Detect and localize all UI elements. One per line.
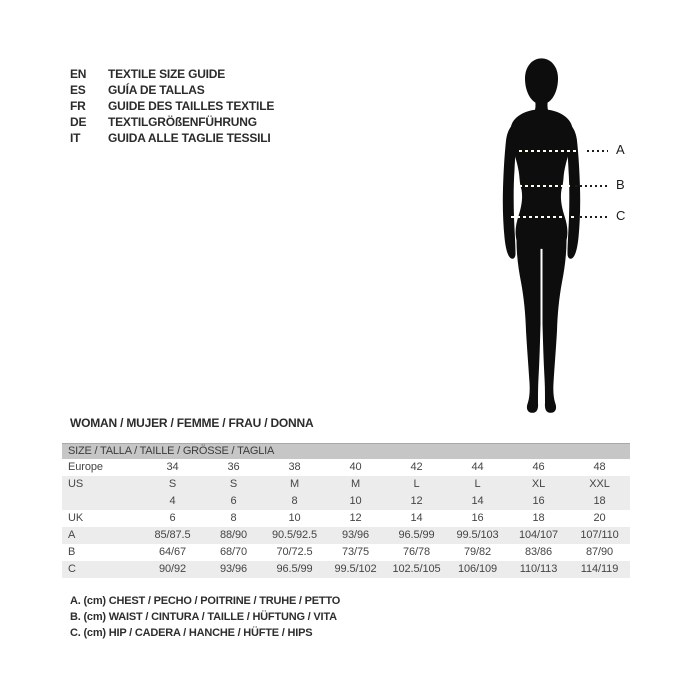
size-cell: 68/70 <box>219 546 248 558</box>
woman-silhouette-image <box>494 57 589 418</box>
section-title-woman: WOMAN / MUJER / FEMME / FRAU / DONNA <box>70 416 314 430</box>
size-cell: 96.5/99 <box>398 529 435 541</box>
size-cell: 6 <box>230 495 237 507</box>
silhouette-left-leg <box>516 228 540 413</box>
language-label: TEXTILE SIZE GUIDE <box>108 67 226 81</box>
size-cell: 38 <box>288 461 301 473</box>
language-code: FR <box>70 99 86 113</box>
size-table-row <box>62 527 630 544</box>
size-cell: 85/87.5 <box>154 529 191 541</box>
language-label: GUÍA DE TALLAS <box>108 83 205 97</box>
hip-dash-outside <box>580 216 608 218</box>
size-cell: L <box>413 478 420 490</box>
language-list <box>70 66 274 146</box>
language-row <box>70 82 274 98</box>
size-cell: M <box>350 478 361 490</box>
size-cell: XL <box>531 478 546 490</box>
size-cell: 93/96 <box>341 529 370 541</box>
size-cell: 79/82 <box>463 546 492 558</box>
size-row-label: US <box>68 478 84 490</box>
measure-line-chest <box>519 142 625 157</box>
language-code: DE <box>70 115 87 129</box>
size-cell: 10 <box>288 512 301 524</box>
size-cell: M <box>289 478 300 490</box>
size-cell: L <box>474 478 481 490</box>
size-table <box>62 443 630 578</box>
language-row <box>70 130 274 146</box>
size-cell: 93/96 <box>219 563 248 575</box>
size-cell: 44 <box>471 461 484 473</box>
language-row <box>70 114 274 130</box>
size-table-row <box>62 544 630 561</box>
language-label: TEXTILGRÖßENFÜHRUNG <box>108 115 257 129</box>
size-cell: S <box>229 478 238 490</box>
size-cell: 18 <box>532 512 545 524</box>
size-cell: 96.5/99 <box>276 563 313 575</box>
size-table-row <box>62 561 630 578</box>
size-cell: 8 <box>230 512 237 524</box>
chest-dash-on-body <box>519 150 584 152</box>
hip-dash-on-body <box>511 216 577 218</box>
size-cell: 102.5/105 <box>392 563 441 575</box>
size-cell: 110/113 <box>519 563 558 575</box>
size-cell: 48 <box>593 461 606 473</box>
size-cell: 104/107 <box>518 529 559 541</box>
size-cell: 76/78 <box>402 546 431 558</box>
waist-dash-outside <box>575 185 608 187</box>
legend-line: A. (cm) CHEST / PECHO / POITRINE / TRUHE / PETTO <box>70 595 341 607</box>
size-table-header: SIZE / TALLA / TAILLE / GRÖSSE / TAGLIA <box>62 444 630 459</box>
size-cell: 90.5/92.5 <box>272 529 317 541</box>
size-row-label: Europe <box>68 461 103 473</box>
language-code: EN <box>70 67 87 81</box>
size-cell: 42 <box>410 461 423 473</box>
silhouette-right-leg <box>543 228 567 413</box>
measure-label-b: B <box>616 177 625 192</box>
silhouette-head <box>525 58 558 104</box>
size-cell: 40 <box>349 461 362 473</box>
legend-line: B. (cm) WAIST / CINTURA / TAILLE / HÜFTUNG / VITA <box>70 611 337 623</box>
size-cell: 6 <box>169 512 176 524</box>
silhouette-left-arm <box>503 123 518 259</box>
waist-dash-on-body <box>519 185 571 187</box>
size-table-row <box>62 459 630 476</box>
size-cell: 34 <box>166 461 179 473</box>
size-cell: 83/86 <box>524 546 553 558</box>
language-label: GUIDA ALLE TAGLIE TESSILI <box>108 131 271 145</box>
size-row-label <box>62 493 142 510</box>
size-table-row <box>62 510 630 527</box>
size-cell: 114/119 <box>580 563 619 575</box>
size-table-row <box>62 493 630 510</box>
size-cell: 20 <box>593 512 606 524</box>
size-cell: 18 <box>593 495 606 507</box>
size-cell: 90/92 <box>158 563 187 575</box>
size-cell: XXL <box>589 478 610 490</box>
legend-line: C. (cm) HIP / CADERA / HANCHE / HÜFTE / HIPS <box>70 627 313 639</box>
measure-label-a: A <box>616 142 625 157</box>
language-label: GUIDE DES TAILLES TEXTILE <box>108 99 275 113</box>
size-cell: 14 <box>410 512 423 524</box>
measure-line-waist <box>519 177 625 192</box>
size-cell: 36 <box>227 461 240 473</box>
silhouette-torso <box>510 109 573 249</box>
size-cell: 16 <box>532 495 545 507</box>
size-cell: 99.5/102 <box>334 563 377 575</box>
size-cell: 88/90 <box>219 529 248 541</box>
size-cell: 12 <box>349 512 362 524</box>
language-row <box>70 66 274 82</box>
chest-dash-outside <box>587 150 608 152</box>
size-cell: 14 <box>471 495 484 507</box>
silhouette-right-arm <box>565 123 580 259</box>
language-code: ES <box>70 83 86 97</box>
size-table-row <box>62 476 630 493</box>
language-row <box>70 98 274 114</box>
size-row-label: C <box>68 563 76 575</box>
size-cell: 12 <box>410 495 423 507</box>
size-cell: 46 <box>532 461 545 473</box>
language-code: IT <box>70 131 81 145</box>
size-cell: 107/110 <box>580 529 619 541</box>
size-cell: 73/75 <box>341 546 370 558</box>
size-cell: 106/109 <box>457 563 498 575</box>
size-row-label: B <box>68 546 76 558</box>
size-cell: 10 <box>349 495 362 507</box>
size-cell: 70/72.5 <box>276 546 313 558</box>
size-table-body <box>62 459 630 578</box>
measurement-legend <box>70 593 340 641</box>
size-cell: 99.5/103 <box>456 529 499 541</box>
size-cell: 64/67 <box>158 546 187 558</box>
size-cell: 4 <box>169 495 176 507</box>
size-cell: 87/90 <box>585 546 614 558</box>
measure-line-hip <box>511 208 626 223</box>
size-row-label: A <box>68 529 76 541</box>
size-cell: 16 <box>471 512 484 524</box>
size-cell: S <box>168 478 177 490</box>
measure-label-c: C <box>616 208 626 223</box>
size-row-label: UK <box>68 512 84 524</box>
size-cell: 8 <box>291 495 298 507</box>
